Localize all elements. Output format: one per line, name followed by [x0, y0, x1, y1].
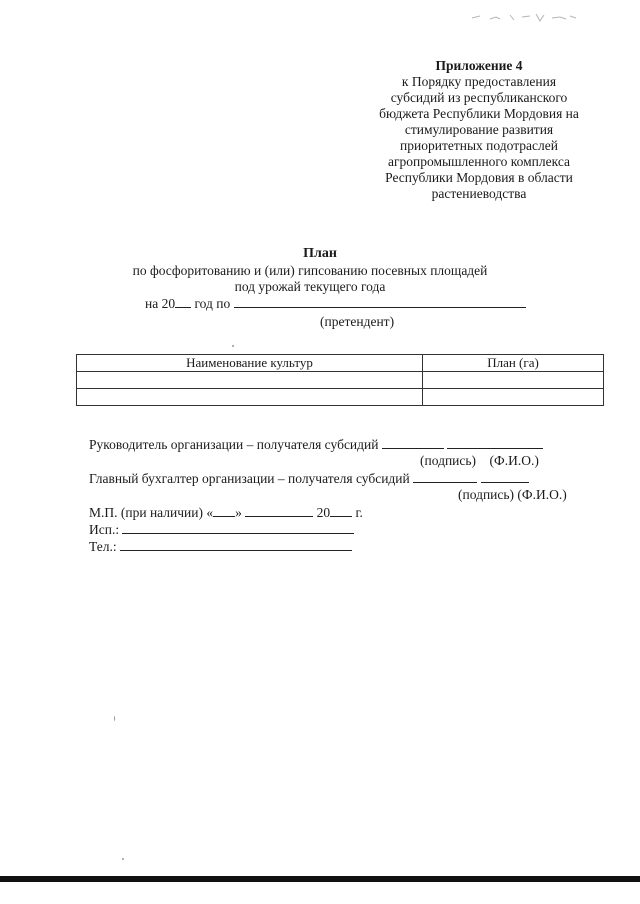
mp-year: 20 [316, 505, 331, 520]
day-blank[interactable] [213, 504, 235, 517]
head-hint-name: (Ф.И.О.) [489, 453, 539, 468]
appendix-line: стимулирование развития [404, 122, 554, 137]
accountant-label: Главный бухгалтер организации – получателя субсидий [89, 471, 410, 486]
plan-subtitle-line2: под урожай текущего года [234, 279, 386, 294]
scan-speck [122, 858, 124, 860]
appendix-line: субсидий из республиканского [390, 90, 568, 105]
plan-title: План [303, 246, 337, 261]
scan-speck [114, 716, 115, 721]
column-header-plan-ha: План (га) [423, 355, 604, 372]
executor-blank[interactable] [122, 521, 354, 534]
head-label: Руководитель организации – получателя субсидий [89, 437, 379, 452]
appendix-title: Приложение 4 [435, 58, 523, 73]
accountant-signature-line [89, 470, 529, 487]
appendix-line: агропромышленного комплекса [388, 154, 570, 169]
table-cell-plan[interactable] [423, 389, 604, 406]
appendix-line: бюджета Республики Мордовия на [379, 106, 579, 121]
phone-blank[interactable] [120, 538, 352, 551]
phone-label: Тел.: [89, 539, 117, 554]
year-prefix: на 20 [145, 296, 176, 311]
appendix-line: к Порядку предоставления [401, 74, 557, 89]
table-header-row [77, 355, 604, 372]
accountant-signature-blank[interactable] [413, 470, 477, 483]
column-header-crops: Наименование культур [77, 355, 423, 372]
appendix-line: приоритетных подотраслей [400, 138, 558, 153]
scan-artifact [470, 10, 580, 24]
scan-speck [232, 345, 234, 347]
appendix-header [360, 58, 598, 202]
table-row [77, 389, 604, 406]
pretendent-hint: (претендент) [320, 314, 395, 329]
executor-label: Исп.: [89, 522, 120, 537]
table-row [77, 372, 604, 389]
phone-line [89, 538, 352, 555]
appendix-line: Республики Мордовия в области [385, 170, 573, 185]
table-cell-plan[interactable] [423, 372, 604, 389]
head-hint-sign: (подпись) [420, 453, 477, 468]
mp-prefix: М.П. (при наличии) « [89, 505, 214, 520]
table-cell-crop[interactable] [77, 389, 423, 406]
crops-plan-table [76, 354, 604, 406]
plan-year-line [145, 295, 526, 312]
executor-line [89, 521, 354, 538]
appendix-line: растениеводства [431, 186, 527, 201]
mp-date-line [89, 504, 363, 521]
head-signature-line [89, 436, 543, 453]
head-hints [420, 453, 539, 469]
head-signature-blank[interactable] [382, 436, 444, 449]
mp-close: » [235, 505, 242, 520]
table-cell-crop[interactable] [77, 372, 423, 389]
head-name-blank[interactable] [447, 436, 543, 449]
mp-year-blank[interactable] [330, 504, 352, 517]
year-blank[interactable] [175, 295, 191, 308]
plan-subtitle-line1: по фосфоритованию и (или) гипсованию посевных площадей [132, 263, 488, 278]
accountant-hints: (подпись) (Ф.И.О.) [458, 487, 567, 502]
pretendent-blank[interactable] [234, 295, 526, 308]
year-middle: год по [194, 296, 231, 311]
mp-suffix: г. [355, 505, 363, 520]
accountant-name-blank[interactable] [481, 470, 529, 483]
month-blank[interactable] [245, 504, 313, 517]
scan-border-bar [0, 876, 640, 882]
